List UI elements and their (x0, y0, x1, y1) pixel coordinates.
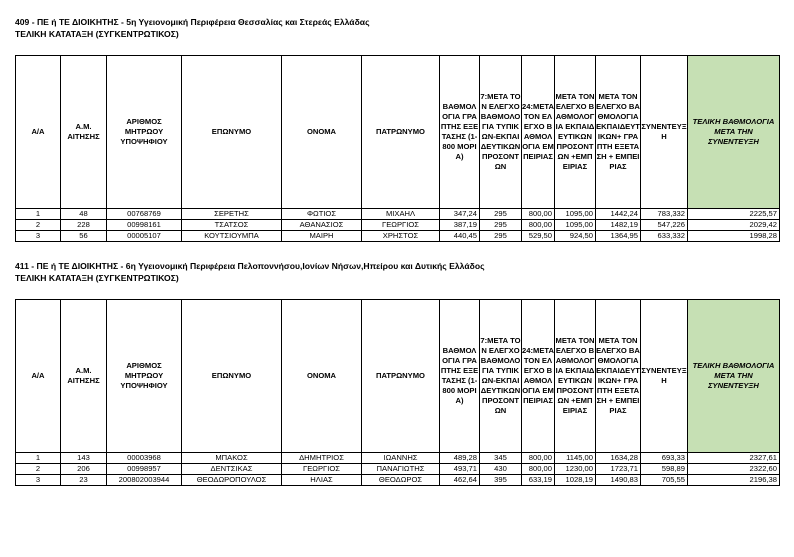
ranking-section-409 (15, 16, 780, 242)
cell-synenteuxi: 693,33 (641, 453, 688, 464)
cell-grapti: 493,71 (440, 464, 480, 475)
cell-teliki: 2196,38 (688, 475, 780, 486)
cell-synolo: 1490,83 (596, 475, 641, 486)
cell-am-aitisis: 23 (61, 475, 107, 486)
cell-synolo: 1364,95 (596, 231, 641, 242)
header-eponymo: ΕΠΩΝΥΜΟ (182, 300, 282, 453)
ranking-section-411 (15, 260, 780, 486)
cell-teliki: 2029,42 (688, 220, 780, 231)
header-onoma: ΟΝΟΜΑ (282, 56, 362, 209)
cell-aa: 3 (16, 475, 61, 486)
cell-am-aitisis: 228 (61, 220, 107, 231)
cell-grapti: 489,28 (440, 453, 480, 464)
header-arithmos-mitroou: ΑΡΙΘΜΟΣ ΜΗΤΡΩΟΥ ΥΠΟΨΗΦΙΟΥ (107, 56, 182, 209)
header-teliki: ΤΕΛΙΚΗ ΒΑΘΜΟΛΟΓΙΑ ΜΕΤΑ ΤΗΝ ΣΥΝΕΝΤΕΥΞΗ (688, 300, 780, 453)
cell-eponymo: ΣΕΡΕΤΗΣ (182, 209, 282, 220)
header-onoma: ΟΝΟΜΑ (282, 300, 362, 453)
cell-synenteuxi: 783,332 (641, 209, 688, 220)
ranking-table (15, 55, 780, 242)
cell-typika: 395 (480, 475, 522, 486)
cell-empeiria: 529,50 (522, 231, 555, 242)
header-empeiria: 24:ΜΕΤΑ ΤΟΝ ΕΛΕΓΧΟ ΒΑΘΜΟΛΟΓΙΑ ΕΜΠΕΙΡΙΑΣ (522, 300, 555, 453)
cell-patronymo: ΓΕΩΡΓΙΟΣ (362, 220, 440, 231)
header-teliki: ΤΕΛΙΚΗ ΒΑΘΜΟΛΟΓΙΑ ΜΕΤΑ ΤΗΝ ΣΥΝΕΝΤΕΥΞΗ (688, 56, 780, 209)
cell-ekp-empeiria: 1028,19 (555, 475, 596, 486)
cell-am-aitisis: 48 (61, 209, 107, 220)
header-am-aitisis: Α.Μ. ΑΙΤΗΣΗΣ (61, 56, 107, 209)
cell-onoma: ΗΛΙΑΣ (282, 475, 362, 486)
cell-ekp-empeiria: 1230,00 (555, 464, 596, 475)
cell-patronymo: ΜΙΧΑΗΛ (362, 209, 440, 220)
cell-grapti: 387,19 (440, 220, 480, 231)
cell-synolo: 1442,24 (596, 209, 641, 220)
header-patronymo: ΠΑΤΡΩΝΥΜΟ (362, 300, 440, 453)
cell-onoma: ΓΕΩΡΓΙΟΣ (282, 464, 362, 475)
cell-empeiria: 800,00 (522, 209, 555, 220)
section-subtitle: ΤΕΛΙΚΗ ΚΑΤΑΤΑΞΗ (ΣΥΓΚΕΝΤΡΩΤΙΚΟΣ) (15, 29, 179, 39)
header-synolo: ΜΕΤΑ ΤΟΝ ΕΛΕΓΧΟ ΒΑΘΜΟΛΟΓΙΑ ΕΚΠΑΙΔΕΥΤΙΚΩΝ+ ΓΡΑΠΤΗ ΕΞΕΤΑΣΗ + ΕΜΠΕΙΡΙΑΣ (596, 300, 641, 453)
cell-onoma: ΔΗΜΗΤΡΙΟΣ (282, 453, 362, 464)
cell-onoma: ΜΑΙΡΗ (282, 231, 362, 242)
cell-typika: 295 (480, 231, 522, 242)
table-row (16, 453, 780, 464)
cell-synenteuxi: 633,332 (641, 231, 688, 242)
section-title: 409 - ΠΕ ή ΤΕ ΔΙΟΙΚΗΤΗΣ - 5η Υγειονομική Περιφέρεια Θεσσαλίας και Στερεάς Ελλάδας (15, 17, 370, 27)
header-typika: 7:ΜΕΤΑ ΤΟΝ ΕΛΕΓΧΟ ΒΑΘΜΟΛΟΓΙΑ ΤΥΠΙΚΩΝ-ΕΚΠΑΙΔΕΥΤΙΚΩΝ ΠΡΟΣΟΝΤΩΝ (480, 300, 522, 453)
cell-ekp-empeiria: 1095,00 (555, 220, 596, 231)
header-ekp-empeiria: ΜΕΤΑ ΤΟΝ ΕΛΕΓΧΟ ΒΑΘΜΟΛΟΓΙΑ ΕΚΠΑΙΔΕΥΤΙΚΩΝ ΠΡΟΣΟΝΤΩΝ +ΕΜΠΕΙΡΙΑΣ (555, 300, 596, 453)
table-row (16, 209, 780, 220)
cell-patronymo: ΘΕΟΔΩΡΟΣ (362, 475, 440, 486)
cell-empeiria: 633,19 (522, 475, 555, 486)
header-eponymo: ΕΠΩΝΥΜΟ (182, 56, 282, 209)
cell-eponymo: ΔΕΝΤΣΙΚΑΣ (182, 464, 282, 475)
cell-typika: 295 (480, 209, 522, 220)
cell-onoma: ΑΘΑΝΑΣΙΟΣ (282, 220, 362, 231)
cell-ekp-empeiria: 924,50 (555, 231, 596, 242)
cell-grapti: 347,24 (440, 209, 480, 220)
cell-synenteuxi: 598,89 (641, 464, 688, 475)
cell-am-aitisis: 56 (61, 231, 107, 242)
section-subtitle: ΤΕΛΙΚΗ ΚΑΤΑΤΑΞΗ (ΣΥΓΚΕΝΤΡΩΤΙΚΟΣ) (15, 273, 179, 283)
header-grapti: ΒΑΘΜΟΛΟΓΙΑ ΓΡΑΠΤΗΣ ΕΞΕΤΑΣΗΣ (1-800 ΜΟΡΙΑ) (440, 300, 480, 453)
cell-aa: 1 (16, 453, 61, 464)
header-arithmos-mitroou: ΑΡΙΘΜΟΣ ΜΗΤΡΩΟΥ ΥΠΟΨΗΦΙΟΥ (107, 300, 182, 453)
header-aa: Α/Α (16, 300, 61, 453)
header-am-aitisis: Α.Μ. ΑΙΤΗΣΗΣ (61, 300, 107, 453)
cell-typika: 345 (480, 453, 522, 464)
header-ekp-empeiria: ΜΕΤΑ ΤΟΝ ΕΛΕΓΧΟ ΒΑΘΜΟΛΟΓΙΑ ΕΚΠΑΙΔΕΥΤΙΚΩΝ ΠΡΟΣΟΝΤΩΝ +ΕΜΠΕΙΡΙΑΣ (555, 56, 596, 209)
cell-synenteuxi: 705,55 (641, 475, 688, 486)
table-row (16, 220, 780, 231)
cell-typika: 430 (480, 464, 522, 475)
cell-eponymo: ΤΣΑΤΣΟΣ (182, 220, 282, 231)
table-row (16, 475, 780, 486)
cell-synolo: 1723,71 (596, 464, 641, 475)
cell-onoma: ΦΩΤΙΟΣ (282, 209, 362, 220)
header-synenteuxi: ΣΥΝΕΝΤΕΥΞΗ (641, 300, 688, 453)
cell-synolo: 1634,28 (596, 453, 641, 464)
cell-arithmos-mitroou: 00003968 (107, 453, 182, 464)
cell-arithmos-mitroou: 200802003944 (107, 475, 182, 486)
cell-arithmos-mitroou: 00998957 (107, 464, 182, 475)
header-empeiria: 24:ΜΕΤΑ ΤΟΝ ΕΛΕΓΧΟ ΒΑΘΜΟΛΟΓΙΑ ΕΜΠΕΙΡΙΑΣ (522, 56, 555, 209)
table-row (16, 231, 780, 242)
cell-aa: 2 (16, 464, 61, 475)
cell-arithmos-mitroou: 00768769 (107, 209, 182, 220)
header-typika: 7:ΜΕΤΑ ΤΟΝ ΕΛΕΓΧΟ ΒΑΘΜΟΛΟΓΙΑ ΤΥΠΙΚΩΝ-ΕΚΠΑΙΔΕΥΤΙΚΩΝ ΠΡΟΣΟΝΤΩΝ (480, 56, 522, 209)
cell-aa: 2 (16, 220, 61, 231)
cell-patronymo: ΧΡΗΣΤΟΣ (362, 231, 440, 242)
cell-arithmos-mitroou: 00005107 (107, 231, 182, 242)
cell-aa: 1 (16, 209, 61, 220)
header-synenteuxi: ΣΥΝΕΝΤΕΥΞΗ (641, 56, 688, 209)
cell-grapti: 462,64 (440, 475, 480, 486)
cell-ekp-empeiria: 1095,00 (555, 209, 596, 220)
cell-empeiria: 800,00 (522, 453, 555, 464)
header-synolo: ΜΕΤΑ ΤΟΝ ΕΛΕΓΧΟ ΒΑΘΜΟΛΟΓΙΑ ΕΚΠΑΙΔΕΥΤΙΚΩΝ+ ΓΡΑΠΤΗ ΕΞΕΤΑΣΗ + ΕΜΠΕΙΡΙΑΣ (596, 56, 641, 209)
cell-empeiria: 800,00 (522, 220, 555, 231)
cell-ekp-empeiria: 1145,00 (555, 453, 596, 464)
cell-patronymo: ΠΑΝΑΓΙΩΤΗΣ (362, 464, 440, 475)
cell-am-aitisis: 206 (61, 464, 107, 475)
table-row (16, 464, 780, 475)
cell-synenteuxi: 547,226 (641, 220, 688, 231)
cell-empeiria: 800,00 (522, 464, 555, 475)
cell-aa: 3 (16, 231, 61, 242)
cell-teliki: 2225,57 (688, 209, 780, 220)
cell-synolo: 1482,19 (596, 220, 641, 231)
cell-teliki: 2322,60 (688, 464, 780, 475)
header-aa: Α/Α (16, 56, 61, 209)
cell-teliki: 1998,28 (688, 231, 780, 242)
cell-teliki: 2327,61 (688, 453, 780, 464)
cell-eponymo: ΜΠΑΚΟΣ (182, 453, 282, 464)
header-patronymo: ΠΑΤΡΩΝΥΜΟ (362, 56, 440, 209)
ranking-table (15, 299, 780, 486)
header-grapti: ΒΑΘΜΟΛΟΓΙΑ ΓΡΑΠΤΗΣ ΕΞΕΤΑΣΗΣ (1-800 ΜΟΡΙΑ) (440, 56, 480, 209)
section-title: 411 - ΠΕ ή ΤΕ ΔΙΟΙΚΗΤΗΣ - 6η Υγειονομική Περιφέρεια Πελοποννήσου,Ιονίων Νήσων,Ηπείρου και Δυτικής Ελλάδος (15, 261, 485, 271)
cell-eponymo: ΘΕΟΔΩΡΟΠΟΥΛΟΣ (182, 475, 282, 486)
cell-eponymo: ΚΟΥΤΣΙΟΥΜΠΑ (182, 231, 282, 242)
cell-typika: 295 (480, 220, 522, 231)
cell-arithmos-mitroou: 00998161 (107, 220, 182, 231)
cell-patronymo: ΙΩΑΝΝΗΣ (362, 453, 440, 464)
cell-grapti: 440,45 (440, 231, 480, 242)
cell-am-aitisis: 143 (61, 453, 107, 464)
